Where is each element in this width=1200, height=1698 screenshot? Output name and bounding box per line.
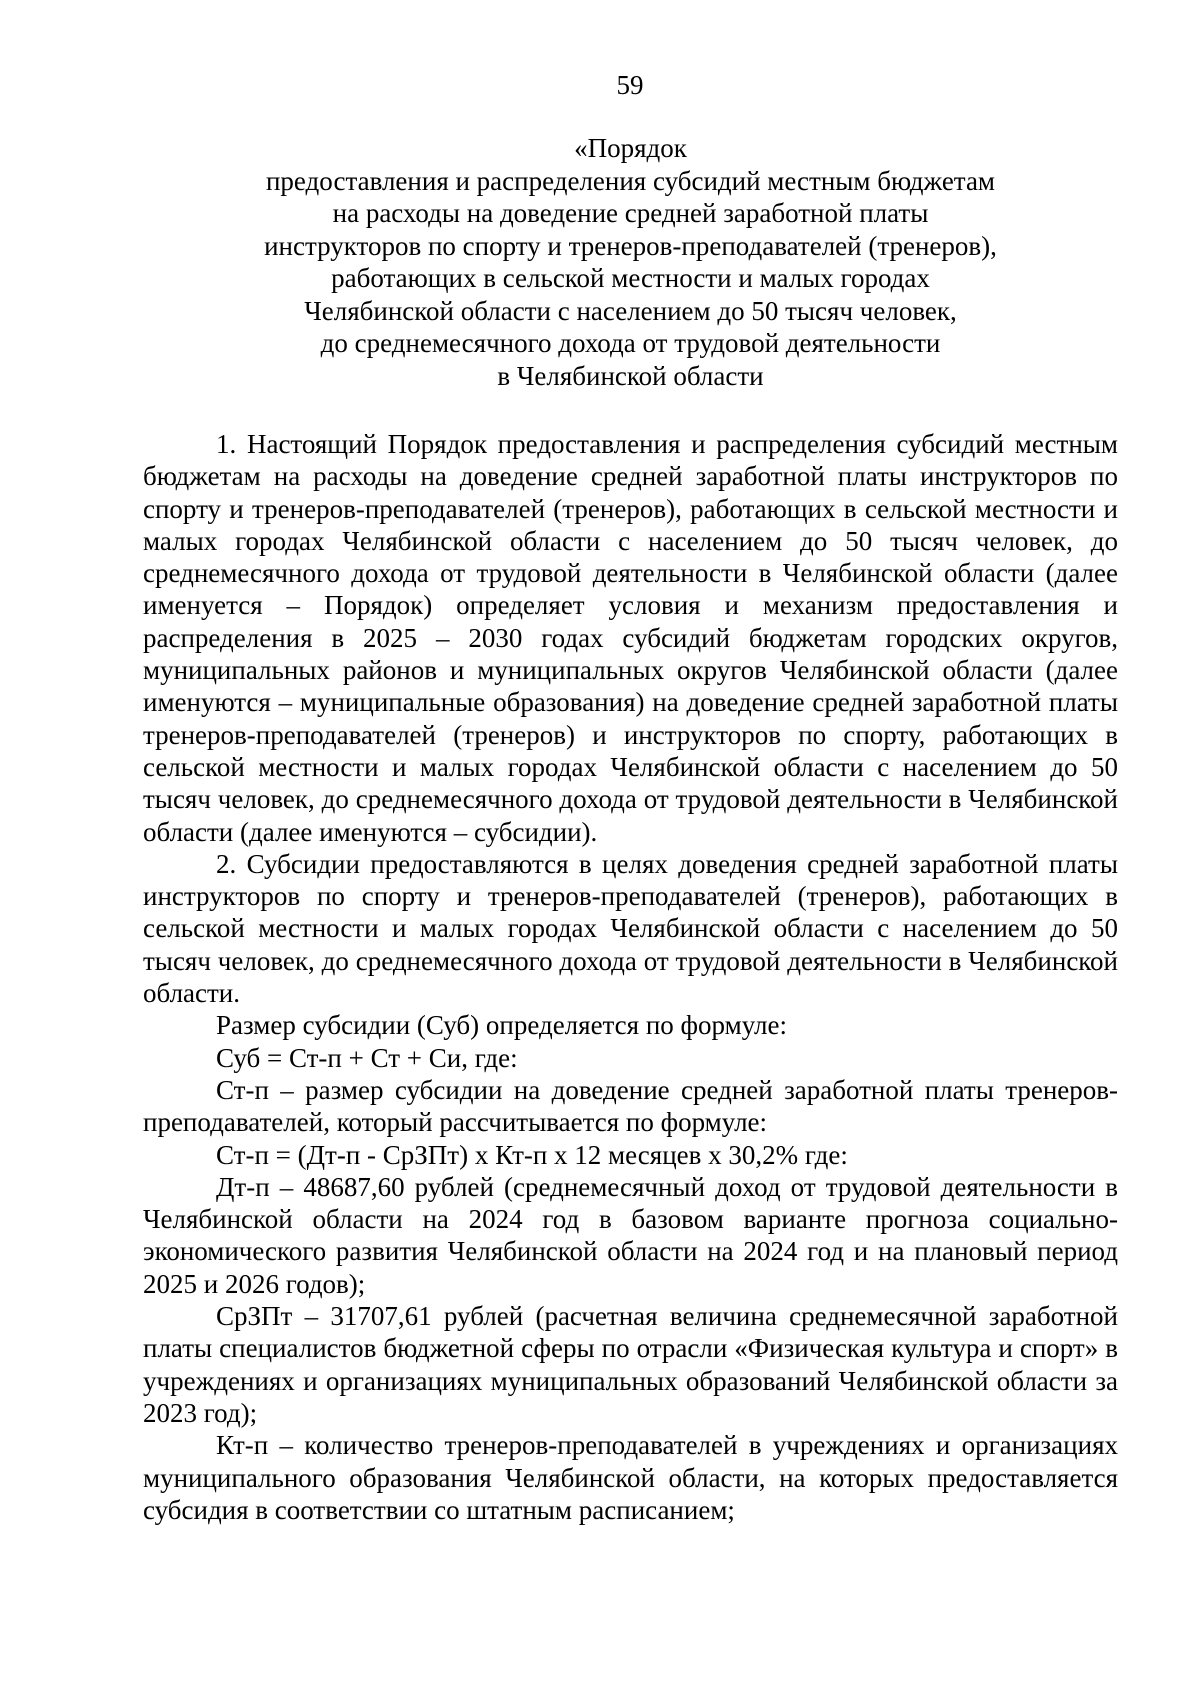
- title-line: Челябинской области с населением до 50 тысяч человек,: [304, 295, 957, 326]
- title-line: работающих в сельской местности и малых городах: [331, 263, 930, 293]
- document-title: [143, 132, 1118, 392]
- title-line: «Порядок: [574, 133, 687, 163]
- paragraph-clause-1: 1. Настоящий Порядок предоставления и распределения субсидий местным бюджетам на расходы на доведение средней заработной платы инструкторов по спорту и тренеров-преподавателей (тренеров), работающих в сельской местности и малых городах Челябинской области с населением до 50 тысяч человек, до среднемесячного дохода от трудовой деятельности в Челябинской области (далее именуется – Порядок) определяет условия и механизм предоставления и распределения в 2025 – 2030 годах субсидий бюджетам городских округов, муниципальных районов и муниципальных округов Челябинской области (далее именуются – муниципальные образования) на доведение средней заработной платы тренеров-преподавателей (тренеров) и инструкторов по спорту, работающих в сельской местности и малых городах Челябинской области с населением до 50 тысяч человек, до среднемесячного дохода от трудовой деятельности в Челябинской области (далее именуются – субсидии).: [143, 429, 1118, 847]
- paragraph-subsidy-size: Размер субсидии (Суб) определяется по формуле:: [216, 1010, 787, 1041]
- title-line: до среднемесячного дохода от трудовой деятельности: [320, 328, 941, 358]
- title-line: предоставления и распределения субсидий местным бюджетам: [265, 165, 996, 196]
- title-line: инструкторов по спорту и тренеров-преподавателей (тренеров),: [264, 230, 997, 261]
- page-number: 59: [616, 70, 644, 100]
- paragraph-dt-p-definition: Дт-п – 48687,60 рублей (среднемесячный доход от трудовой деятельности в Челябинской области на 2024 год в базовом варианте прогноза социально-экономического развития Челябинской области на 2024 год и на плановый период 2025 и 2026 годов);: [143, 1171, 1118, 1299]
- paragraph-st-p-definition: Ст-п – размер субсидии на доведение средней заработной платы тренеров-преподавателей, который рассчитывается по формуле:: [143, 1074, 1118, 1138]
- formula-subsidy: Суб = Ст-п + Ст + Си, где:: [216, 1042, 518, 1073]
- paragraph-srzpt-definition: СрЗПт – 31707,61 рублей (расчетная величина среднемесячной заработной платы специалистов бюджетной сферы по отрасли «Физическая культура и спорт» в учреждениях и организациях муниципальных образований Челябинской области за 2023 год);: [143, 1301, 1118, 1428]
- title-line: в Челябинской области: [497, 360, 764, 391]
- document-body: [143, 428, 1118, 1526]
- paragraph-kt-p-definition: Кт-п – количество тренеров-преподавателей в учреждениях и организациях муниципального образования Челябинской области, на которых предоставляется субсидия в соответствии со штатным расписанием;: [143, 1430, 1118, 1525]
- title-line: на расходы на доведение средней заработной платы: [332, 198, 929, 228]
- formula-st-p: Ст-п = (Дт-п - СрЗПт) х Кт-п х 12 месяцев х 30,2% где:: [216, 1139, 848, 1170]
- paragraph-clause-2: 2. Субсидии предоставляются в целях доведения средней заработной платы инструкторов по спорту и тренеров-преподавателей (тренеров), работающих в сельской местности и малых городах Челябинской области с населением до 50 тысяч человек, до среднемесячного дохода от трудовой деятельности в Челябинской области.: [143, 848, 1118, 1009]
